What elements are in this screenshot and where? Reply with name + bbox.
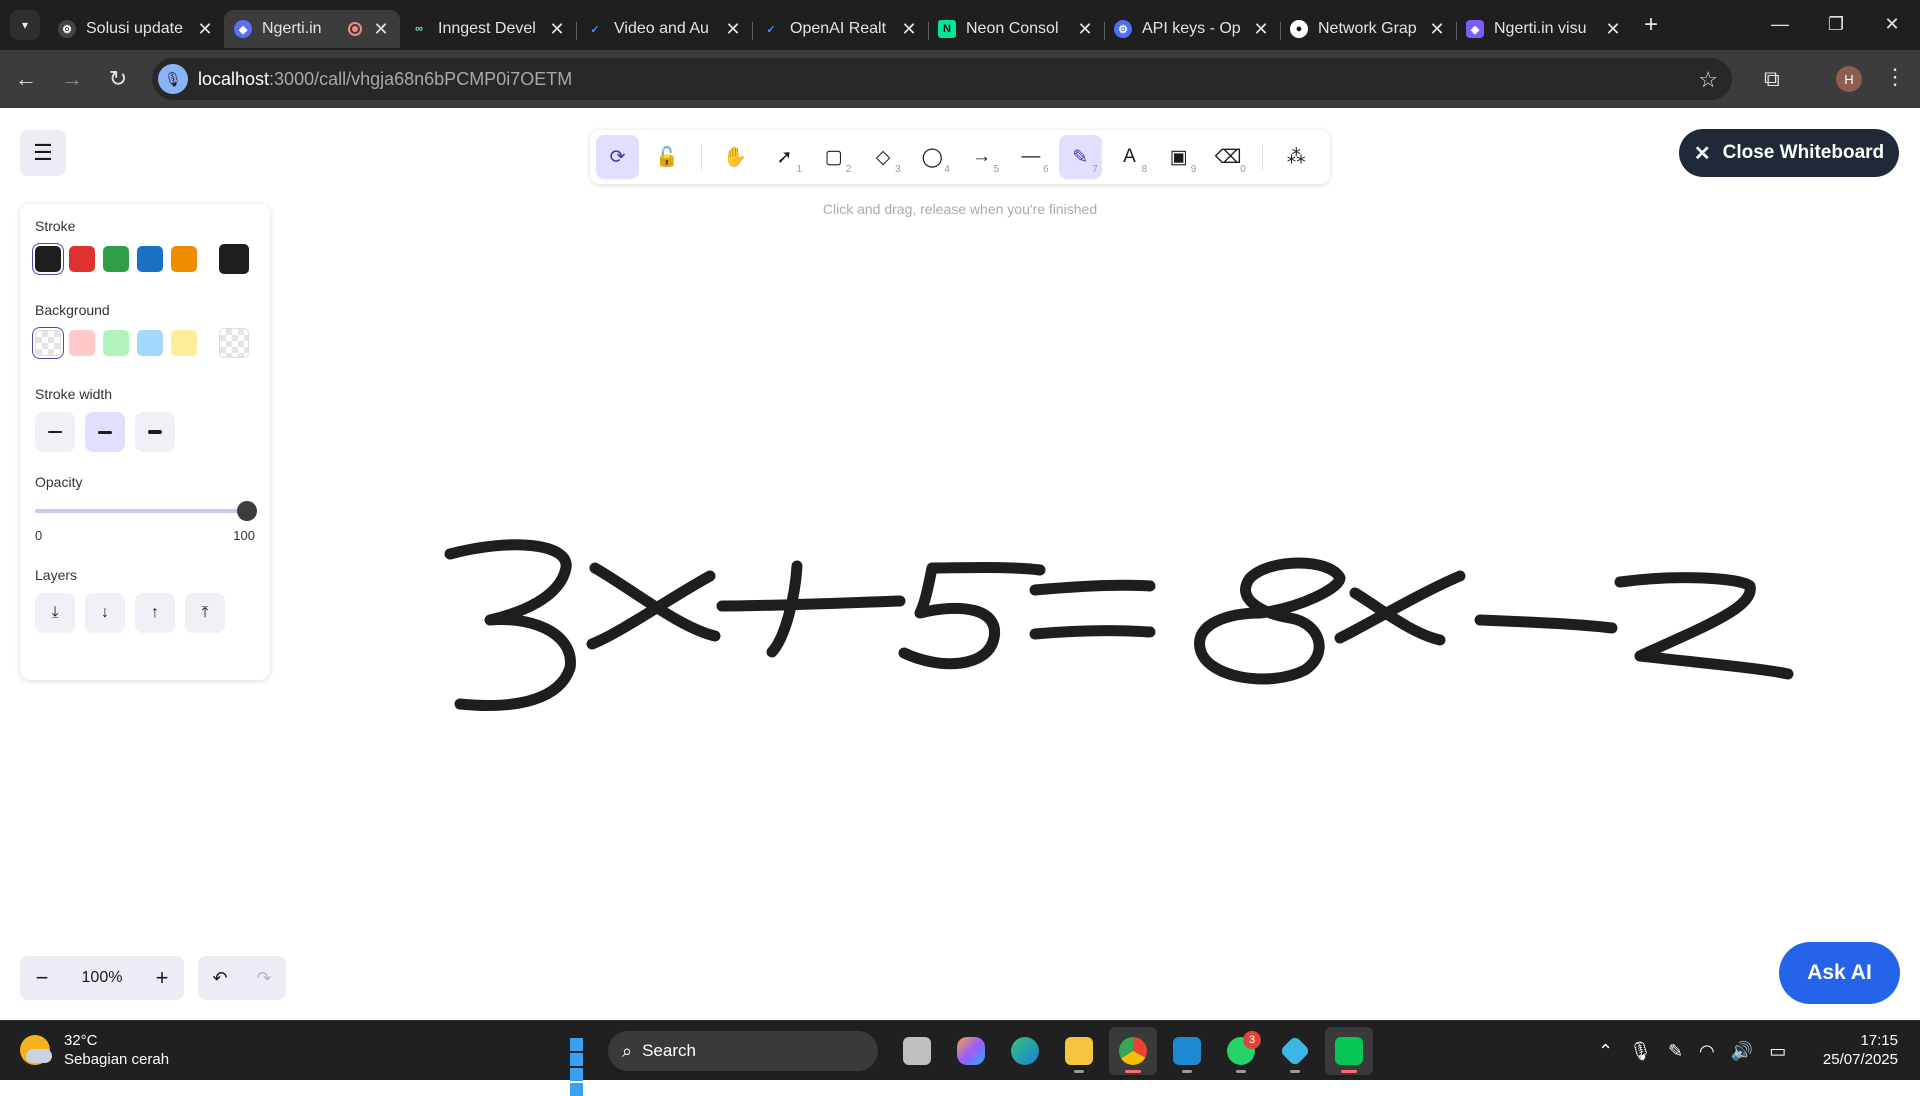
close-tab-icon[interactable]: ✕	[1253, 18, 1269, 39]
livekit-icon: ✓	[590, 23, 600, 36]
livekit-icon: ✓	[766, 23, 776, 36]
chevron-up-icon[interactable]: ⌃	[1598, 1040, 1614, 1061]
ngerti-icon: ◆	[234, 20, 252, 38]
text-icon: A	[1123, 146, 1136, 167]
inngest-icon: ∞	[415, 23, 423, 35]
stroke-width-thin[interactable]	[35, 412, 75, 452]
tab-title: Neon Consol	[966, 20, 1059, 37]
stroke-swatch-black[interactable]	[35, 246, 61, 272]
stroke-width-label: Stroke width	[35, 386, 113, 402]
system-tray	[1590, 1021, 1794, 1081]
copilot-icon[interactable]	[947, 1027, 995, 1075]
reload-button[interactable]: ↻	[108, 66, 128, 91]
tab-title: Ngerti.in visu	[1494, 20, 1587, 37]
zoom-out-button[interactable]: −	[35, 965, 49, 990]
stroke-digit-2	[1620, 578, 1788, 674]
eraser-tool[interactable]	[1206, 135, 1249, 179]
tab-ngerti-in[interactable]	[224, 10, 400, 48]
image-icon: ▣	[1169, 146, 1188, 168]
stroke-swatch-red[interactable]	[69, 246, 95, 272]
eraser-icon: ⌫	[1214, 146, 1242, 168]
close-tab-icon[interactable]: ✕	[1077, 18, 1093, 39]
arrow-tool[interactable]	[960, 135, 1003, 179]
arrow-icon: →	[972, 146, 992, 167]
neon-icon: N	[938, 20, 956, 38]
github-icon: ●	[1290, 20, 1308, 38]
pencil-icon: ✎	[1072, 146, 1089, 168]
address-bar-row	[0, 50, 1920, 108]
tab-neon-console[interactable]	[928, 10, 1104, 48]
properties-panel	[20, 204, 270, 680]
tool-shortcut: 9	[1190, 164, 1197, 175]
tab-video-audio[interactable]	[576, 10, 752, 48]
tab-openai-realtime[interactable]	[752, 10, 928, 48]
tab-title: Solusi update	[86, 20, 183, 37]
tab-solusi-update[interactable]	[48, 10, 224, 48]
close-tab-icon[interactable]: ✕	[197, 18, 213, 39]
ellipse-icon: ◯	[921, 146, 943, 168]
image-tool[interactable]	[1157, 135, 1200, 179]
tab-inngest[interactable]	[400, 10, 576, 48]
windsurf-icon[interactable]	[1271, 1027, 1319, 1075]
lock-button[interactable]	[645, 135, 688, 179]
close-tab-icon[interactable]: ✕	[1429, 18, 1445, 39]
background-swatch-blue[interactable]	[137, 330, 163, 356]
pen-icon[interactable]: ✎	[1667, 1040, 1684, 1061]
ellipse-tool[interactable]	[911, 135, 954, 179]
undo-icon: ↶	[212, 967, 228, 988]
stroke-plus	[722, 566, 900, 652]
tool-shortcut: 2	[845, 164, 852, 175]
opacity-max: 100	[233, 528, 255, 543]
text-tool[interactable]	[1108, 135, 1151, 179]
bring-to-front-button[interactable]	[185, 593, 225, 633]
tab-ngerti-visual[interactable]	[1456, 10, 1632, 48]
tool-shortcut: 8	[1141, 164, 1148, 175]
tab-title: Video and Au	[614, 20, 709, 37]
background-swatch-pink[interactable]	[69, 330, 95, 356]
bookmark-star-icon[interactable]: ☆	[1698, 67, 1718, 92]
background-swatch-green[interactable]	[103, 330, 129, 356]
tool-shortcut: 3	[895, 164, 901, 175]
profile-avatar[interactable]: H	[1836, 66, 1862, 92]
background-swatch-transparent[interactable]	[35, 330, 61, 356]
tab-title: API keys - Op	[1142, 20, 1241, 37]
windows-taskbar	[0, 1020, 1920, 1080]
tab-api-keys[interactable]	[1104, 10, 1280, 48]
layer-actions	[35, 593, 255, 633]
search-icon: ⌕	[622, 1040, 633, 1061]
arrow-down-icon: ↓	[101, 604, 109, 621]
tool-shortcut: 7	[1092, 164, 1098, 175]
taskbar-clock[interactable]	[1823, 1031, 1898, 1069]
zoom-in-button[interactable]: +	[155, 965, 169, 990]
tool-shortcut: 4	[944, 164, 950, 175]
stroke-digit-8	[1200, 563, 1340, 679]
stroke-digit-5	[904, 568, 1040, 664]
openai-icon: ⚙	[1114, 20, 1132, 38]
diamond-icon: ◇	[875, 146, 891, 168]
tool-shortcut: 1	[796, 164, 803, 175]
stroke-width-bold[interactable]	[85, 412, 125, 452]
taskbar-search[interactable]	[608, 1031, 878, 1071]
redo-button[interactable]	[242, 956, 286, 1000]
tool-shortcut: 5	[993, 164, 1000, 175]
close-icon: ✕	[1693, 142, 1711, 165]
restore-icon[interactable]: ❐	[1827, 13, 1845, 34]
rectangle-icon: ▢	[824, 146, 843, 168]
tool-shortcut: 0	[1240, 164, 1246, 175]
stroke-letter-x-2	[1340, 576, 1460, 640]
tab-title: OpenAI Realt	[790, 20, 887, 37]
whiteboard-canvas[interactable]	[0, 108, 1920, 1020]
stroke-swatch-blue[interactable]	[137, 246, 163, 272]
more-tools-button[interactable]	[1275, 135, 1318, 179]
stroke-swatch-orange[interactable]	[171, 246, 197, 272]
line-icon: —	[1021, 146, 1041, 167]
stroke-width-options	[35, 412, 255, 452]
line-tool[interactable]	[1009, 135, 1052, 179]
close-whiteboard-button[interactable]	[1679, 129, 1899, 177]
draw-tool[interactable]	[1059, 135, 1102, 179]
new-tab-button[interactable]: +	[1644, 11, 1659, 38]
stroke-digit-3	[450, 545, 570, 706]
shapes-icon: ⁂	[1286, 146, 1306, 168]
weather-desc: Sebagian cerah	[64, 1051, 170, 1068]
window-controls	[1752, 0, 1920, 48]
partly-sunny-icon	[20, 1035, 50, 1065]
keep-active-icon: ⟳	[609, 146, 626, 168]
unlock-icon: 🔓	[655, 147, 679, 168]
layers-label: Layers	[35, 567, 78, 583]
stroke-swatches	[35, 244, 255, 274]
keep-tool-active-button[interactable]	[596, 135, 639, 179]
opacity-label: Opacity	[35, 474, 83, 490]
url-host: localhost	[198, 68, 270, 89]
battery-icon[interactable]: ▭	[1769, 1040, 1787, 1061]
chrome-icon[interactable]	[1109, 1027, 1157, 1075]
ngerti-visual-icon: ◆	[1466, 20, 1484, 38]
close-window-icon[interactable]: ✕	[1884, 13, 1900, 34]
arrow-up-icon: ↑	[151, 604, 159, 621]
weather-temp: 32°C	[64, 1032, 98, 1049]
selection-tool[interactable]	[763, 135, 806, 179]
background-label: Background	[35, 302, 110, 318]
omnibox[interactable]	[152, 58, 1732, 100]
tab-search-menu[interactable]: ▾	[10, 10, 40, 40]
undo-button[interactable]	[198, 956, 242, 1000]
taskbar-apps	[552, 1027, 1376, 1075]
opacity-slider[interactable]	[35, 500, 255, 522]
send-to-back-icon: ⤓	[51, 604, 59, 621]
stroke-equals	[1035, 585, 1150, 634]
edge-icon[interactable]	[1001, 1027, 1049, 1075]
volume-icon[interactable]: 🔊	[1730, 1040, 1754, 1061]
search-label: Search	[642, 1041, 696, 1060]
task-view-icon[interactable]	[893, 1027, 941, 1075]
stroke-swatch-green[interactable]	[103, 246, 129, 272]
opacity-range	[35, 528, 255, 543]
background-swatch-yellow[interactable]	[171, 330, 197, 356]
hand-tool[interactable]	[714, 135, 757, 179]
tool-shortcut: 6	[1042, 164, 1049, 175]
close-tab-icon[interactable]: ✕	[549, 18, 565, 39]
stroke-letter-x	[592, 568, 715, 644]
microphone-icon[interactable]: 🎙	[1629, 1040, 1652, 1061]
send-backward-button[interactable]	[85, 593, 125, 633]
hand-icon: ✋	[723, 147, 748, 168]
send-to-back-button[interactable]	[35, 593, 75, 633]
history-controls	[198, 956, 286, 1000]
line-icon[interactable]	[1325, 1027, 1373, 1075]
windows-start-icon[interactable]	[552, 1027, 600, 1075]
wifi-icon[interactable]: ◠	[1699, 1040, 1715, 1061]
handwritten-equation[interactable]	[0, 108, 1920, 1020]
ask-ai-button[interactable]: Ask AI	[1779, 942, 1900, 1004]
mic-in-use-icon[interactable]: 🎙	[158, 64, 188, 94]
main-menu-button[interactable]: ☰	[20, 130, 66, 176]
close-whiteboard-label: Close Whiteboard	[1722, 142, 1885, 163]
minimize-icon[interactable]: —	[1771, 13, 1789, 34]
url-path: :3000/call/vhgja68n6bPCMP0i7OETM	[269, 68, 573, 89]
back-button[interactable]: ←	[15, 66, 37, 91]
background-swatches	[35, 328, 255, 358]
tool-hint: Click and drag, release when you're finished	[822, 201, 1098, 217]
pointer-icon: ➚	[776, 146, 793, 168]
vscode-icon[interactable]	[1163, 1027, 1211, 1075]
file-explorer-icon[interactable]	[1055, 1027, 1103, 1075]
close-tab-icon[interactable]: ✕	[373, 18, 389, 39]
whatsapp-icon[interactable]	[1217, 1027, 1265, 1075]
tab-title: Inngest Devel	[438, 20, 536, 37]
stroke-label: Stroke	[35, 218, 76, 234]
openai-icon: ⚙	[58, 20, 76, 38]
zoom-controls	[20, 956, 184, 1000]
tab-title: Ngerti.in	[262, 20, 322, 37]
stroke-width-extra-bold[interactable]	[135, 412, 175, 452]
recording-icon	[348, 22, 362, 36]
stroke-current-color[interactable]	[219, 244, 249, 274]
rectangle-tool[interactable]	[812, 135, 855, 179]
opacity-slider-thumb[interactable]	[237, 501, 257, 521]
clock-time: 17:15	[1860, 1032, 1898, 1049]
tab-title: Network Grap	[1318, 20, 1417, 37]
opacity-min: 0	[35, 528, 43, 543]
tab-strip	[48, 0, 1632, 50]
close-tab-icon[interactable]: ✕	[725, 18, 741, 39]
weather-widget[interactable]	[20, 1031, 169, 1069]
extensions-icon[interactable]: ⧉	[1764, 66, 1780, 91]
redo-icon: ↷	[256, 967, 272, 988]
forward-button[interactable]: →	[61, 66, 83, 91]
browser-tab-bar	[0, 0, 1920, 50]
bring-to-front-icon: ⤒	[201, 604, 209, 621]
diamond-tool[interactable]	[861, 135, 904, 179]
bring-forward-button[interactable]	[135, 593, 175, 633]
browser-menu-icon[interactable]: ⋮	[1884, 64, 1906, 89]
close-tab-icon[interactable]: ✕	[1605, 18, 1621, 39]
whatsapp-badge: 3	[1243, 1031, 1261, 1049]
background-current-color[interactable]	[219, 328, 249, 358]
tab-network-graph[interactable]	[1280, 10, 1456, 48]
stroke-minus	[1480, 620, 1612, 628]
tools-toolbar	[590, 130, 1330, 184]
zoom-level[interactable]: 100%	[81, 969, 123, 986]
close-tab-icon[interactable]: ✕	[901, 18, 917, 39]
clock-date: 25/07/2025	[1822, 1051, 1898, 1068]
